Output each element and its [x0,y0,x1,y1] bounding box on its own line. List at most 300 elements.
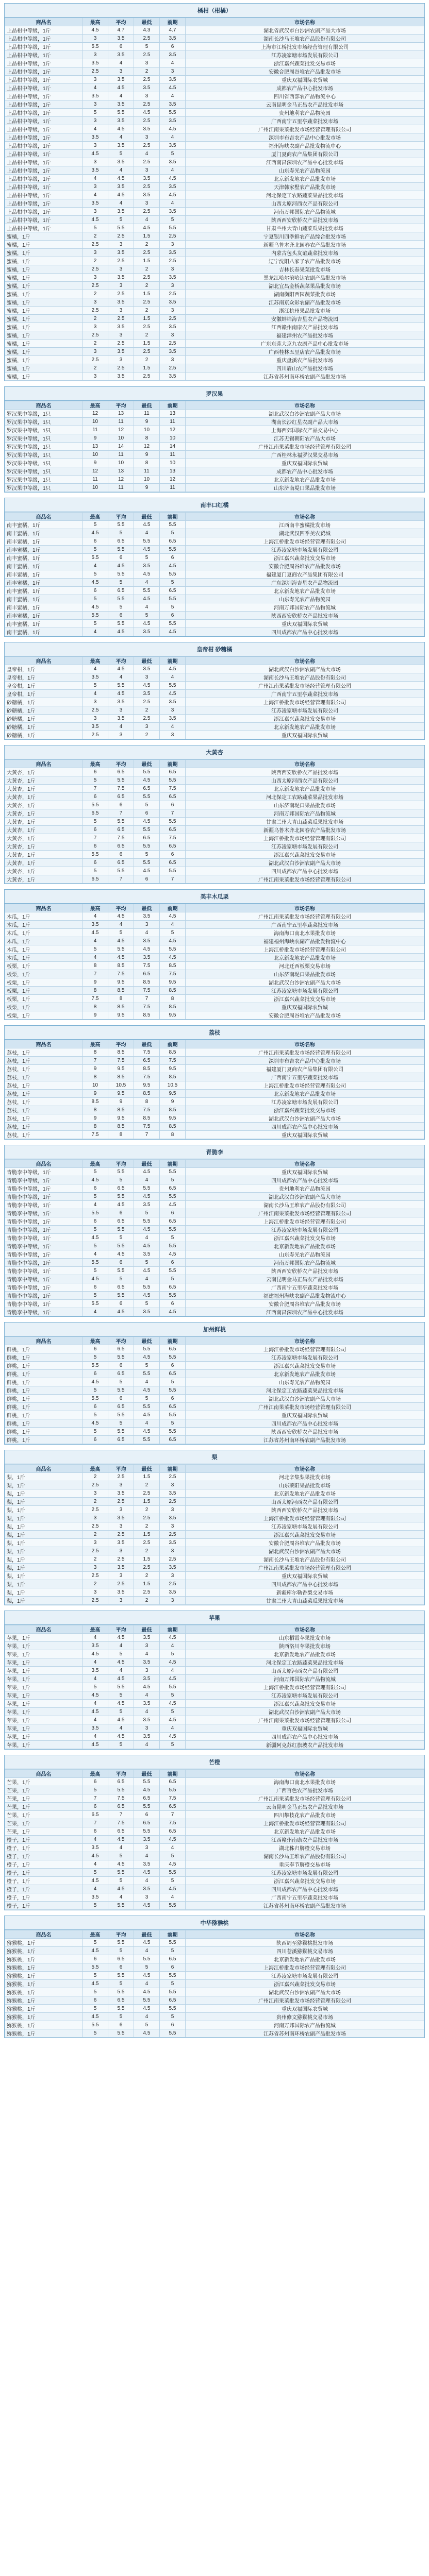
table-row [5,620,424,628]
product-name-cell: 蜜橘，1斤 [5,232,82,241]
product-name-cell: 蜜橘，1斤 [5,315,82,323]
min-price-cell: 8 [134,434,160,443]
prev-price-cell: 5 [160,150,186,158]
prev-price-cell: 3 [160,282,186,290]
table-row [5,364,424,372]
product-name-cell: 上品柑中等级，1斤 [5,125,82,133]
min-price-cell: 8.5 [134,1090,160,1098]
avg-price-cell: 4.5 [108,954,134,962]
min-price-cell: 8 [134,1098,160,1106]
table-row [5,1073,424,1081]
product-name-cell: 梨，1斤 [5,1555,82,1564]
column-header: 最低 [134,513,160,521]
min-price-cell: 7.5 [134,1073,160,1081]
market-name-cell: 新疆阿克苏红旗坡农产品批发市场 [186,1741,424,1749]
column-header: 最高 [82,1337,108,1345]
min-price-cell: 5 [134,1209,160,1217]
column-header: 最低 [134,1040,160,1048]
market-name-cell: 广州江南果菜批发市场经营管理有限公司 [186,125,424,133]
avg-price-cell: 6 [108,2021,134,2029]
max-price-cell: 2 [82,340,108,348]
product-name-cell: 鲜桃，1斤 [5,1436,82,1444]
avg-price-cell: 3 [108,1506,134,1514]
market-name-cell: 重庆双福国际农贸城 [186,620,424,628]
market-name-cell: 湖南衡阳西园蔬菜批发市场 [186,290,424,298]
market-name-cell: 江苏省苏州南环桥农副产品批发市场 [186,372,424,381]
market-name-cell: 浙江嘉兴蔬菜批发交易市场 [186,554,424,562]
market-name-cell: 北京新发地农产品批发市场 [186,1242,424,1250]
column-header: 平均 [108,760,134,768]
prev-price-cell: 4 [160,92,186,100]
avg-price-cell: 7.5 [108,970,134,978]
section-title: 南丰口红橘 [5,498,424,512]
min-price-cell: 12 [134,443,160,451]
min-price-cell: 5 [134,1963,160,1972]
prev-price-cell: 5 [160,1419,186,1428]
product-name-cell: 罗汉果中等级，1只 [5,476,82,484]
max-price-cell: 2.5 [82,356,108,364]
column-header: 前期 [160,904,186,912]
product-name-cell: 上品柑中等级，1斤 [5,183,82,191]
product-name-cell: 南丰蜜橘，1斤 [5,628,82,636]
market-name-cell: 北京新发地农产品批发市场 [186,723,424,731]
min-price-cell: 9 [134,451,160,459]
max-price-cell: 6 [82,1283,108,1292]
max-price-cell: 7 [82,1057,108,1065]
column-header: 前期 [160,401,186,410]
product-name-cell: 猕猴桃，1斤 [5,2013,82,2021]
max-price-cell: 5 [82,776,108,785]
max-price-cell: 9 [82,1065,108,1073]
table-row [5,183,424,191]
table-header-row [5,904,424,912]
min-price-cell: 2 [134,241,160,249]
market-name-cell: 广州江南果菜批发市场经营管理有限公司 [186,443,424,451]
prev-price-cell: 6 [160,851,186,859]
market-name-cell: 安徽合肥周谷堆农产品批发市场 [186,1300,424,1308]
max-price-cell: 3 [82,208,108,216]
product-name-cell: 苹果，1斤 [5,1642,82,1650]
product-name-cell: 荔枝，1斤 [5,1098,82,1106]
table-row [5,1836,424,1844]
avg-price-cell: 4.5 [108,175,134,183]
product-name-cell: 南丰蜜橘，1斤 [5,562,82,570]
max-price-cell: 2.5 [82,731,108,739]
market-name-cell: 浙江嘉兴蔬菜批发交易市场 [186,59,424,67]
product-name-cell: 蜜橘，1斤 [5,356,82,364]
market-name-cell: 江西赣州南康农产品批发市场 [186,323,424,331]
product-name-cell: 南丰蜜橘，1斤 [5,595,82,603]
avg-price-cell: 6 [108,1300,134,1308]
column-header: 最高 [82,760,108,768]
prev-price-cell: 5.5 [160,570,186,579]
product-name-cell: 上品柑中等级，1斤 [5,142,82,150]
table-row [5,443,424,451]
table-row [5,150,424,158]
max-price-cell: 4 [82,1700,108,1708]
min-price-cell: 3 [134,59,160,67]
prev-price-cell: 6.5 [160,768,186,776]
avg-price-cell: 5.5 [108,1428,134,1436]
market-name-cell: 广西南宁五里亭蔬菜批发市场 [186,1283,424,1292]
table-row [5,785,424,793]
product-name-cell: 砂糖橘，1斤 [5,731,82,739]
product-name-cell: 梨，1斤 [5,1522,82,1531]
min-price-cell: 2.5 [134,715,160,723]
avg-price-cell: 5.5 [108,1972,134,1980]
market-name-cell: 广西南宁五里亭蔬菜批发市场 [186,1073,424,1081]
max-price-cell: 5.5 [82,1362,108,1370]
market-name-cell: 浙江嘉兴蔬菜批发交易市场 [186,1980,424,1988]
table-row [5,1634,424,1642]
market-name-cell: 福建厦门夏商农产品集团有限公司 [186,570,424,579]
min-price-cell: 3 [134,921,160,929]
avg-price-cell: 6.5 [108,1370,134,1378]
table-row [5,1267,424,1275]
product-name-cell: 青脆李中等级，1斤 [5,1275,82,1283]
avg-price-cell: 6.5 [108,587,134,595]
prev-price-cell: 3.5 [160,348,186,356]
prev-price-cell: 12 [160,476,186,484]
avg-price-cell: 8.5 [108,1123,134,1131]
market-name-cell: 上海江桥批发市场经营管理有限公司 [186,537,424,546]
product-name-cell: 猕猴桃，1斤 [5,2029,82,2038]
table-header-row [5,657,424,665]
market-name-cell: 四川苍溪猕猴桃交易市场 [186,1947,424,1955]
table-row [5,921,424,929]
max-price-cell: 2.5 [82,282,108,290]
avg-price-cell: 5 [108,216,134,224]
product-name-cell: 鲜桃，1斤 [5,1370,82,1378]
max-price-cell: 4 [82,628,108,636]
max-price-cell: 4.5 [82,603,108,612]
table-row [5,1794,424,1803]
price-table [5,1159,424,1316]
market-name-cell: 北京新发地农产品批发市场 [186,476,424,484]
min-price-cell: 1.5 [134,1531,160,1539]
column-header: 最高 [82,904,108,912]
max-price-cell: 3 [82,298,108,307]
min-price-cell: 4.5 [134,109,160,117]
avg-price-cell: 13 [108,467,134,476]
product-name-cell: 苹果，1斤 [5,1724,82,1733]
min-price-cell: 4.5 [134,1267,160,1275]
market-name-cell: 湖北武汉白沙洲农副产品大市场 [186,1114,424,1123]
market-name-cell: 安徽合肥周谷堆农产品批发市场 [186,562,424,570]
max-price-cell: 2.5 [82,1522,108,1531]
min-price-cell: 5.5 [134,768,160,776]
column-header: 市场名称 [186,1040,424,1048]
prev-price-cell: 4.5 [160,1733,186,1741]
prev-price-cell: 3.5 [160,372,186,381]
avg-price-cell: 4 [108,1893,134,1902]
prev-price-cell: 3.5 [160,35,186,43]
min-price-cell: 5 [134,554,160,562]
min-price-cell: 4.5 [134,595,160,603]
max-price-cell: 3 [82,348,108,356]
prev-price-cell: 9.5 [160,1011,186,1020]
avg-price-cell: 5.5 [108,1267,134,1275]
max-price-cell: 4 [82,937,108,945]
market-name-cell: 浙江嘉兴蔬菜批发交易市场 [186,1877,424,1885]
table-row [5,451,424,459]
avg-price-cell: 5.5 [108,1292,134,1300]
max-price-cell: 4.5 [82,1741,108,1749]
market-name-cell: 福州海峡农副产品批发物流中心 [186,142,424,150]
column-header: 市场名称 [186,657,424,665]
column-header: 最高 [82,513,108,521]
prev-price-cell: 6.5 [160,1827,186,1836]
product-name-cell: 青脆李中等级，1斤 [5,1209,82,1217]
max-price-cell: 8.5 [82,1098,108,1106]
avg-price-cell: 4.5 [108,1700,134,1708]
min-price-cell: 6 [134,809,160,818]
table-row [5,100,424,109]
table-row [5,1514,424,1522]
prev-price-cell: 4.5 [160,937,186,945]
min-price-cell: 4.5 [134,1292,160,1300]
max-price-cell: 4 [82,125,108,133]
avg-price-cell: 9.5 [108,978,134,987]
market-name-cell: 江苏省苏州南环桥农副产品批发市场 [186,1436,424,1444]
market-name-cell: 福建厦门夏商农产品集团有限公司 [186,1065,424,1073]
min-price-cell: 5 [134,1395,160,1403]
product-name-cell: 橙子，1斤 [5,1852,82,1860]
market-name-cell: 湖北武汉白沙洲农副产品大市场 [186,1988,424,1996]
product-name-cell: 上品柑中等级，1斤 [5,92,82,100]
product-name-cell: 蜜橘，1斤 [5,331,82,340]
avg-price-cell: 8.5 [108,962,134,970]
market-name-cell: 浙江嘉兴蔬菜批发交易市场 [186,1531,424,1539]
avg-price-cell: 4.5 [108,937,134,945]
column-header: 最高 [82,1465,108,1473]
product-name-cell: 青脆李中等级，1斤 [5,1201,82,1209]
prev-price-cell: 4.5 [160,1634,186,1642]
market-name-cell: 广州江南果菜批发市场经营管理有限公司 [186,1403,424,1411]
avg-price-cell: 5.5 [108,2029,134,2038]
prev-price-cell: 6 [160,1395,186,1403]
avg-price-cell: 3.5 [108,715,134,723]
min-price-cell: 4.5 [134,1411,160,1419]
prev-price-cell: 4.7 [160,26,186,35]
avg-price-cell: 3 [108,731,134,739]
prev-price-cell: 6 [160,2021,186,2029]
prev-price-cell: 5.5 [160,1786,186,1794]
min-price-cell: 4.5 [134,682,160,690]
prev-price-cell: 3.5 [160,1588,186,1597]
avg-price-cell: 4.5 [108,1836,134,1844]
avg-price-cell: 5 [108,1691,134,1700]
table-row [5,1778,424,1786]
min-price-cell: 4 [134,1741,160,1749]
max-price-cell: 3.5 [82,133,108,142]
column-header: 前期 [160,1160,186,1168]
market-name-cell: 上海江桥批发市场经营管理有限公司 [186,1081,424,1090]
table-row [5,1885,424,1893]
avg-price-cell: 4 [108,1667,134,1675]
market-name-cell: 江苏凌家塘市场发展有限公司 [186,1226,424,1234]
table-header-row [5,1160,424,1168]
column-header: 前期 [160,760,186,768]
column-header: 最低 [134,1770,160,1778]
prev-price-cell: 13 [160,467,186,476]
min-price-cell: 5.5 [134,1827,160,1836]
max-price-cell: 3 [82,274,108,282]
table-row [5,2029,424,2038]
market-name-cell: 山西太原河西农产品有限公司 [186,199,424,208]
table-row [5,793,424,801]
product-name-cell: 梨，1斤 [5,1580,82,1588]
prev-price-cell: 6.5 [160,1370,186,1378]
max-price-cell: 5 [82,818,108,826]
max-price-cell: 5 [82,1902,108,1910]
min-price-cell: 4.5 [134,1786,160,1794]
table-row [5,834,424,842]
product-name-cell: 芒果，1斤 [5,1778,82,1786]
min-price-cell: 5 [134,801,160,809]
min-price-cell: 1.5 [134,315,160,323]
table-row [5,1209,424,1217]
prev-price-cell: 4 [160,1844,186,1852]
table-row [5,1300,424,1308]
prev-price-cell: 4 [160,1667,186,1675]
market-name-cell: 四川成都农产品中心批发市场 [186,1123,424,1131]
market-name-cell: 江苏凌家塘市场发展有限公司 [186,1522,424,1531]
avg-price-cell: 2.5 [108,1473,134,1481]
prev-price-cell: 5 [160,1650,186,1658]
avg-price-cell: 4.5 [108,191,134,199]
avg-price-cell: 3 [108,331,134,340]
prev-price-cell: 5 [160,1741,186,1749]
market-name-cell: 广东深圳海吉星农产品物流园 [186,579,424,587]
min-price-cell: 2.5 [134,372,160,381]
min-price-cell: 3.5 [134,1250,160,1259]
product-name-cell: 苹果，1斤 [5,1675,82,1683]
max-price-cell: 8 [82,987,108,995]
min-price-cell: 5.5 [134,793,160,801]
section-title: 苹果 [5,1611,424,1625]
min-price-cell: 2.5 [134,1539,160,1547]
max-price-cell: 4.5 [82,579,108,587]
prev-price-cell: 5.5 [160,109,186,117]
avg-price-cell: 5 [108,1419,134,1428]
table-row [5,1844,424,1852]
min-price-cell: 1.5 [134,340,160,348]
avg-price-cell: 6.5 [108,537,134,546]
max-price-cell: 2.5 [82,67,108,76]
prev-price-cell: 5 [160,1378,186,1386]
min-price-cell: 2 [134,331,160,340]
product-name-cell: 青脆李中等级，1斤 [5,1242,82,1250]
avg-price-cell: 7.5 [108,1794,134,1803]
product-name-cell: 上品柑中等级，1斤 [5,133,82,142]
table-row [5,962,424,970]
table-row [5,43,424,51]
product-name-cell: 木瓜，1斤 [5,912,82,921]
max-price-cell: 4 [82,562,108,570]
prev-price-cell: 5 [160,1275,186,1283]
min-price-cell: 3.5 [134,1700,160,1708]
market-name-cell: 江苏无锡朝阳农产品大市场 [186,434,424,443]
table-row [5,1473,424,1481]
max-price-cell: 8 [82,1073,108,1081]
max-price-cell: 3 [82,698,108,706]
min-price-cell: 4.5 [134,1168,160,1176]
min-price-cell: 3 [134,199,160,208]
market-name-cell: 河北保定工农路蔬菜果品批发市场 [186,793,424,801]
max-price-cell: 12 [82,467,108,476]
table-row [5,723,424,731]
avg-price-cell: 6.5 [108,1778,134,1786]
table-row [5,476,424,484]
prev-price-cell: 3 [160,241,186,249]
table-row [5,1114,424,1123]
avg-price-cell: 9.5 [108,1114,134,1123]
min-price-cell: 3.5 [134,690,160,698]
market-name-cell: 北京新发地农产品批发市场 [186,587,424,595]
max-price-cell: 2.5 [82,1547,108,1555]
market-name-cell: 重庆双福国际农贸城 [186,2005,424,2013]
market-name-cell: 宁夏银川四季鲜农产品综合批发市场 [186,232,424,241]
product-name-cell: 上品柑中等级，1斤 [5,166,82,175]
product-name-cell: 苹果，1斤 [5,1708,82,1716]
table-row [5,1308,424,1316]
min-price-cell: 9.5 [134,1081,160,1090]
prev-price-cell: 6.5 [160,1778,186,1786]
market-name-cell: 山东寿光农产品物流园 [186,595,424,603]
avg-price-cell: 5.5 [108,682,134,690]
column-header: 商品名 [5,657,82,665]
market-name-cell: 贵州地利农产品物流园 [186,109,424,117]
prev-price-cell: 8.5 [160,962,186,970]
avg-price-cell: 4.5 [108,1201,134,1209]
min-price-cell: 4 [134,1947,160,1955]
min-price-cell: 1.5 [134,364,160,372]
prev-price-cell: 6.5 [160,1996,186,2005]
product-name-cell: 大黄杏，1斤 [5,809,82,818]
max-price-cell: 3 [82,1514,108,1522]
max-price-cell: 6 [82,826,108,834]
max-price-cell: 5 [82,570,108,579]
table-row [5,554,424,562]
prev-price-cell: 7.5 [160,1819,186,1827]
column-header: 市场名称 [186,401,424,410]
table-row [5,1386,424,1395]
max-price-cell: 3 [82,1564,108,1572]
avg-price-cell: 5.5 [108,1988,134,1996]
product-name-cell: 木瓜，1斤 [5,937,82,945]
max-price-cell: 8 [82,1048,108,1057]
product-name-cell: 青脆李中等级，1斤 [5,1184,82,1193]
market-name-cell: 厦门夏商农产品集团有限公司 [186,150,424,158]
avg-price-cell: 4 [108,166,134,175]
max-price-cell: 5 [82,1242,108,1250]
prev-price-cell: 5.5 [160,2005,186,2013]
column-header: 最高 [82,1160,108,1168]
prev-price-cell: 4.5 [160,1860,186,1869]
avg-price-cell: 3 [108,1547,134,1555]
min-price-cell: 9 [134,418,160,426]
prev-price-cell: 5.5 [160,1292,186,1300]
avg-price-cell: 3.5 [108,117,134,125]
max-price-cell: 5 [82,1292,108,1300]
max-price-cell: 5.5 [82,1395,108,1403]
table-row [5,418,424,426]
avg-price-cell: 5 [108,1275,134,1283]
prev-price-cell: 8.5 [160,987,186,995]
max-price-cell: 9 [82,1090,108,1098]
column-header: 最低 [134,760,160,768]
